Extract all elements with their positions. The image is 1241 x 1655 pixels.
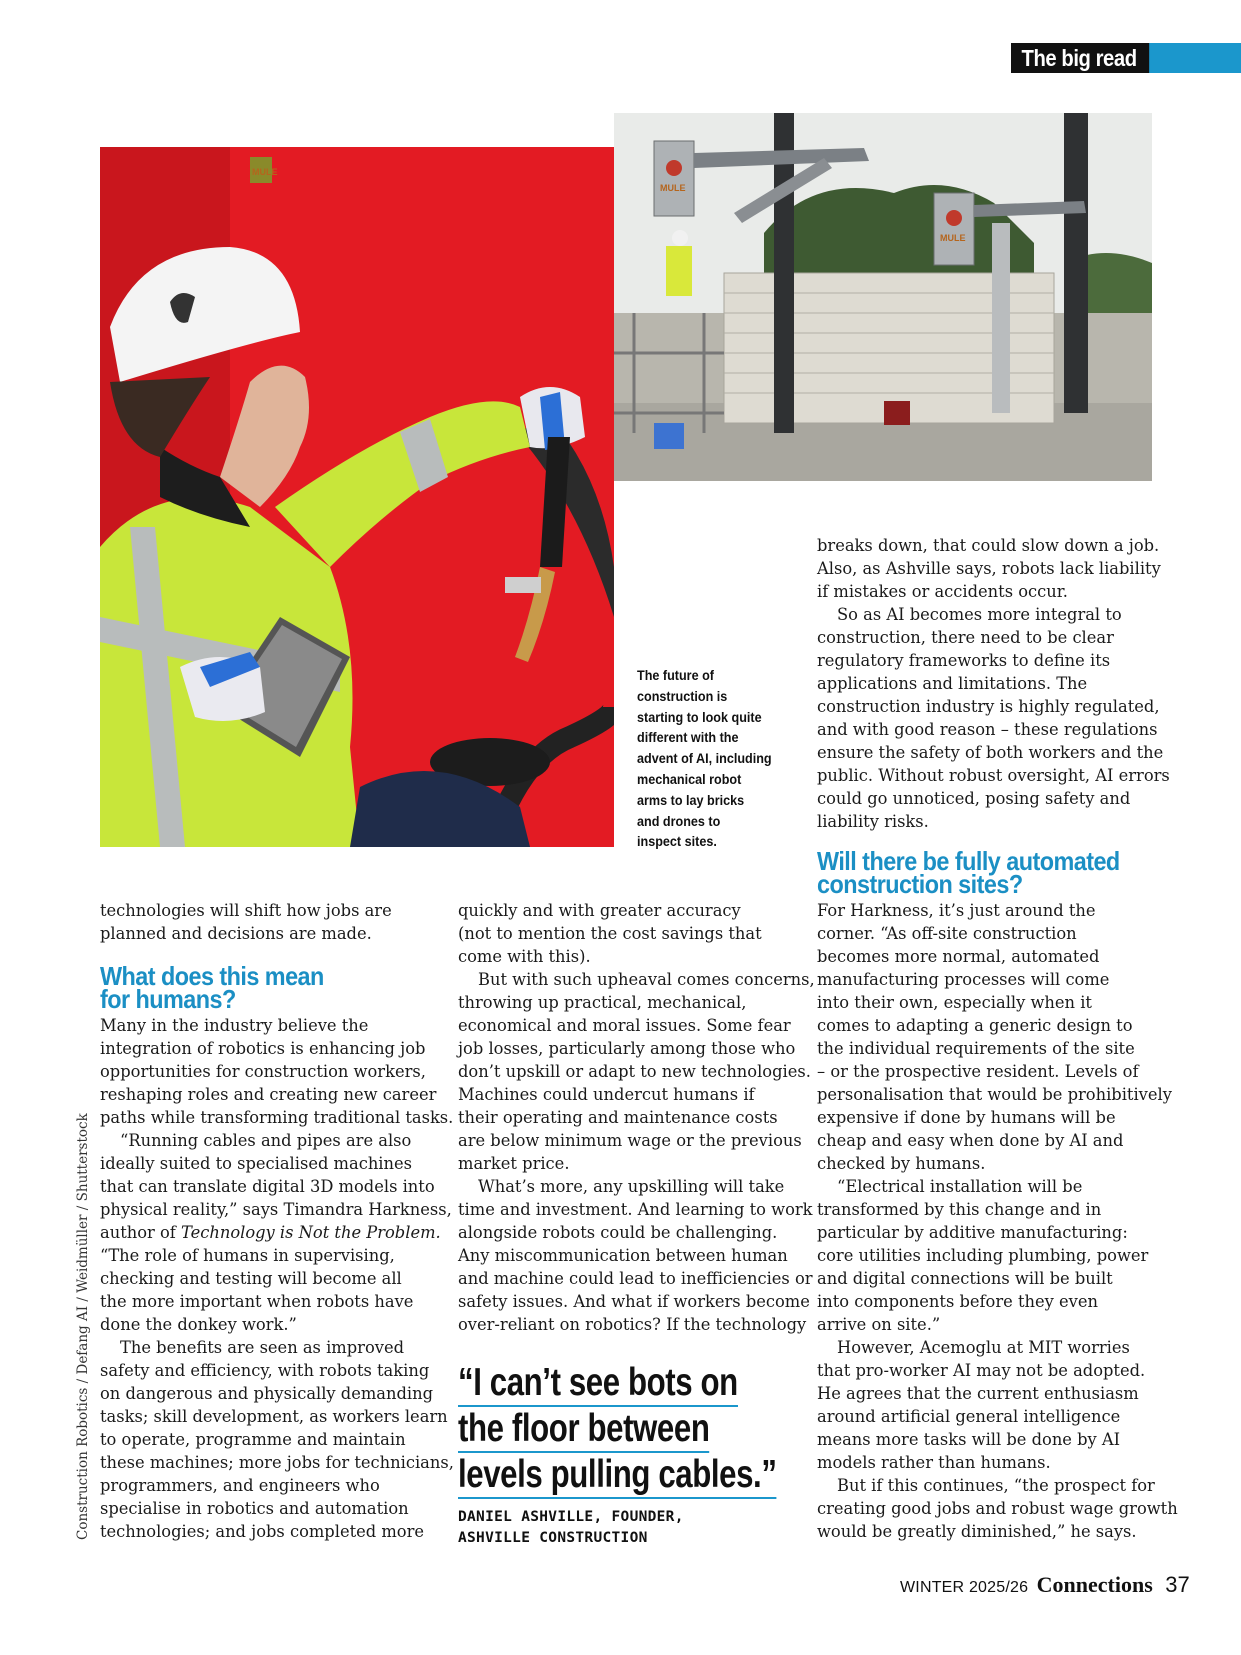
text-line: Machines could undercut humans if (458, 1085, 755, 1104)
text-line: checked by humans. (817, 1154, 986, 1173)
book-title: Technology is Not the Problem. (181, 1223, 441, 1242)
worker-illustration (100, 147, 614, 847)
paragraph (817, 603, 1170, 833)
text-line: time and investment. And learning to work (458, 1200, 813, 1219)
text-line: throwing up practical, mechanical, (458, 993, 747, 1012)
text-line: and with good reason – these regulations (817, 720, 1158, 739)
column-1-body (100, 1014, 454, 1543)
text-line: Any miscommunication between human (458, 1246, 788, 1265)
text-line: paths while transforming traditional tasks. (100, 1108, 454, 1127)
caption-line: mechanical robot (637, 770, 742, 787)
text-line: their operating and maintenance costs (458, 1108, 778, 1127)
text-line: could go unnoticed, posing safety and (817, 789, 1131, 808)
text-line: opportunities for construction workers, (100, 1062, 426, 1081)
paragraph (817, 899, 1172, 1175)
column-3-top (817, 534, 1170, 833)
text-line: liability risks. (817, 812, 929, 831)
text-line: tasks; skill development, as workers learn (100, 1407, 448, 1426)
paragraph (817, 1175, 1157, 1336)
caption-line: starting to look quite (637, 708, 762, 725)
text-line: But with such upheaval comes concerns, (478, 970, 815, 989)
text-line: reshaping roles and creating new career (100, 1085, 437, 1104)
text-line: into their own, especially when it (817, 993, 1092, 1012)
text-line: means more tasks will be done by AI (817, 1430, 1121, 1449)
text-line: personalisation that would be prohibitively (817, 1085, 1172, 1104)
text-line: construction industry is highly regulated, (817, 697, 1160, 716)
text-line: core utilities including plumbing, power (817, 1246, 1149, 1265)
text-line: programmers, and engineers who (100, 1476, 380, 1495)
attribution-line: ASHVILLE CONSTRUCTION (458, 1530, 648, 1546)
issue-label: WINTER 2025/26 (900, 1579, 1029, 1596)
text-line: physical reality,” says Timandra Harkness, (100, 1200, 452, 1219)
text-line: and machine could lead to inefficiencies or (458, 1269, 813, 1288)
column-2 (458, 899, 815, 1336)
text-line: into components before they even (817, 1292, 1098, 1311)
text-line: to operate, programme and maintain (100, 1430, 406, 1449)
text-line: He agrees that the current enthusiasm (817, 1384, 1139, 1403)
text-line: applications and limitations. The (817, 674, 1088, 693)
text-line: technologies will shift how jobs are (100, 901, 392, 920)
text-line: would be greatly diminished,” he says. (817, 1522, 1137, 1541)
text-line: For Harkness, it’s just around the (817, 901, 1096, 920)
page-footer (900, 1572, 1190, 1598)
text-line: However, Acemoglu at MIT worries (837, 1338, 1130, 1357)
paragraph (817, 1336, 1157, 1474)
text-line: these machines; more jobs for technicians, (100, 1453, 454, 1472)
text-line: comes to adapting a generic design to (817, 1016, 1133, 1035)
text-line: market price. (458, 1154, 570, 1173)
subhead-automated-sites (817, 846, 1120, 899)
text-line: checking and testing will become all (100, 1269, 402, 1288)
text-line: specialise in robotics and automation (100, 1499, 409, 1518)
text-line: expensive if done by humans will be (817, 1108, 1116, 1127)
text-line: are below minimum wage or the previous (458, 1131, 802, 1150)
subhead-line: construction sites? (817, 869, 1023, 899)
text-line: alongside robots could be challenging. (458, 1223, 778, 1242)
text-line: that can translate digital 3D models into (100, 1177, 435, 1196)
subhead-line: What does this mean (100, 961, 324, 991)
caption-line: different with the (637, 729, 739, 746)
text-line: don’t upskill or adapt to new technologies. (458, 1062, 811, 1081)
caption-line: and drones to (637, 812, 721, 829)
text-line: planned and decisions are made. (100, 924, 372, 943)
robot-label: MULE (940, 233, 966, 243)
pull-quote-line: “I can’t see bots on (458, 1363, 738, 1407)
text-line: safety and efficiency, with robots taking (100, 1361, 430, 1380)
paragraph (458, 899, 798, 968)
text-line: – or the prospective resident. Levels of (817, 1062, 1139, 1081)
worker-photo (100, 147, 614, 847)
text-line: So as AI becomes more integral to (837, 605, 1122, 624)
author-prefix: author of (100, 1223, 181, 1242)
text-line: “The role of humans in supervising, (100, 1246, 395, 1265)
text-line: But if this continues, “the prospect for (837, 1476, 1155, 1495)
caption-line: arms to lay bricks (637, 791, 745, 808)
robot-illustration (614, 113, 1152, 481)
pull-quote (458, 1363, 798, 1549)
text-line: Also, as Ashville says, robots lack liability (817, 559, 1161, 578)
text-line: job losses, particularly among those who (458, 1039, 796, 1058)
text-line: on dangerous and physically demanding (100, 1384, 434, 1403)
text-line: done the donkey work.” (100, 1315, 297, 1334)
text-line: that pro-worker AI may not be adopted. (817, 1361, 1146, 1380)
photo-caption (637, 665, 772, 852)
paragraph (100, 899, 440, 945)
paragraph (100, 1336, 454, 1543)
paragraph (817, 1474, 1178, 1543)
section-tab-label: The big read (1011, 43, 1149, 73)
text-line: quickly and with greater accuracy (458, 901, 741, 920)
text-line: Many in the industry believe the (100, 1016, 369, 1035)
text-line: corner. “As off-site construction (817, 924, 1077, 943)
text-line (100, 1221, 440, 1244)
text-line: What’s more, any upskilling will take (478, 1177, 785, 1196)
text-line: public. Without robust oversight, AI errors (817, 766, 1170, 785)
pull-quote-line: levels pulling cables.” (458, 1455, 777, 1499)
pull-quote-line: the floor between (458, 1409, 709, 1453)
text-line: economical and moral issues. Some fear (458, 1016, 791, 1035)
robot-label: MULE (252, 167, 278, 177)
pull-quote-attribution (458, 1507, 798, 1549)
text-line: “Electrical installation will be (837, 1177, 1083, 1196)
text-line: ideally suited to specialised machines (100, 1154, 412, 1173)
text-line: becomes more normal, automated (817, 947, 1100, 966)
text-line: models rather than humans. (817, 1453, 1051, 1472)
text-line: creating good jobs and robust wage growth (817, 1499, 1178, 1518)
text-line: (not to mention the cost savings that (458, 924, 762, 943)
text-line: the individual requirements of the site (817, 1039, 1135, 1058)
text-line: particular by additive manufacturing: (817, 1223, 1128, 1242)
paragraph (458, 968, 815, 1175)
text-line: integration of robotics is enhancing job (100, 1039, 426, 1058)
caption-line: construction is (637, 687, 728, 704)
text-line: safety issues. And what if workers become (458, 1292, 810, 1311)
text-line: breaks down, that could slow down a job. (817, 536, 1160, 555)
text-line: regulatory frameworks to define its (817, 651, 1111, 670)
caption-line: inspect sites. (637, 833, 717, 850)
text-line: come with this). (458, 947, 591, 966)
caption-line: The future of (637, 667, 714, 683)
text-line: if mistakes or accidents occur. (817, 582, 1068, 601)
text-line: The benefits are seen as improved (120, 1338, 404, 1357)
text-line: over-reliant on robotics? If the technology (458, 1315, 807, 1334)
text-line: construction, there need to be clear (817, 628, 1114, 647)
text-line: and digital connections will be built (817, 1269, 1113, 1288)
robot-photo (614, 113, 1152, 481)
text-line: transformed by this change and in (817, 1200, 1102, 1219)
page-number: 37 (1165, 1572, 1190, 1597)
text-line: around artificial general intelligence (817, 1407, 1121, 1426)
paragraph (458, 1175, 813, 1336)
magazine-name: Connections (1036, 1572, 1153, 1597)
robot-label: MULE (660, 183, 686, 193)
photo-credit: Construction Robotics / Defang AI / Weidmüller / Shutterstock (75, 1113, 91, 1540)
attribution-line: DANIEL ASHVILLE, FOUNDER, (458, 1509, 684, 1525)
subhead-humans (100, 961, 324, 1014)
column-3-body (817, 899, 1178, 1543)
paragraph (100, 1129, 452, 1336)
subhead-line: Will there be fully automated (817, 846, 1120, 876)
text-line: arrive on site.” (817, 1315, 941, 1334)
text-line: cheap and easy when done by AI and (817, 1131, 1124, 1150)
text-line: the more important when robots have (100, 1292, 414, 1311)
text-line: technologies; and jobs completed more (100, 1522, 425, 1541)
caption-line: advent of AI, including (637, 750, 772, 767)
text-line: manufacturing processes will come (817, 970, 1110, 989)
subhead-line: for humans? (100, 984, 236, 1014)
paragraph (817, 534, 1161, 603)
text-line: ensure the safety of both workers and the (817, 743, 1164, 762)
column-1 (100, 899, 440, 945)
paragraph (100, 1014, 454, 1129)
text-line: “Running cables and pipes are also (120, 1131, 412, 1150)
